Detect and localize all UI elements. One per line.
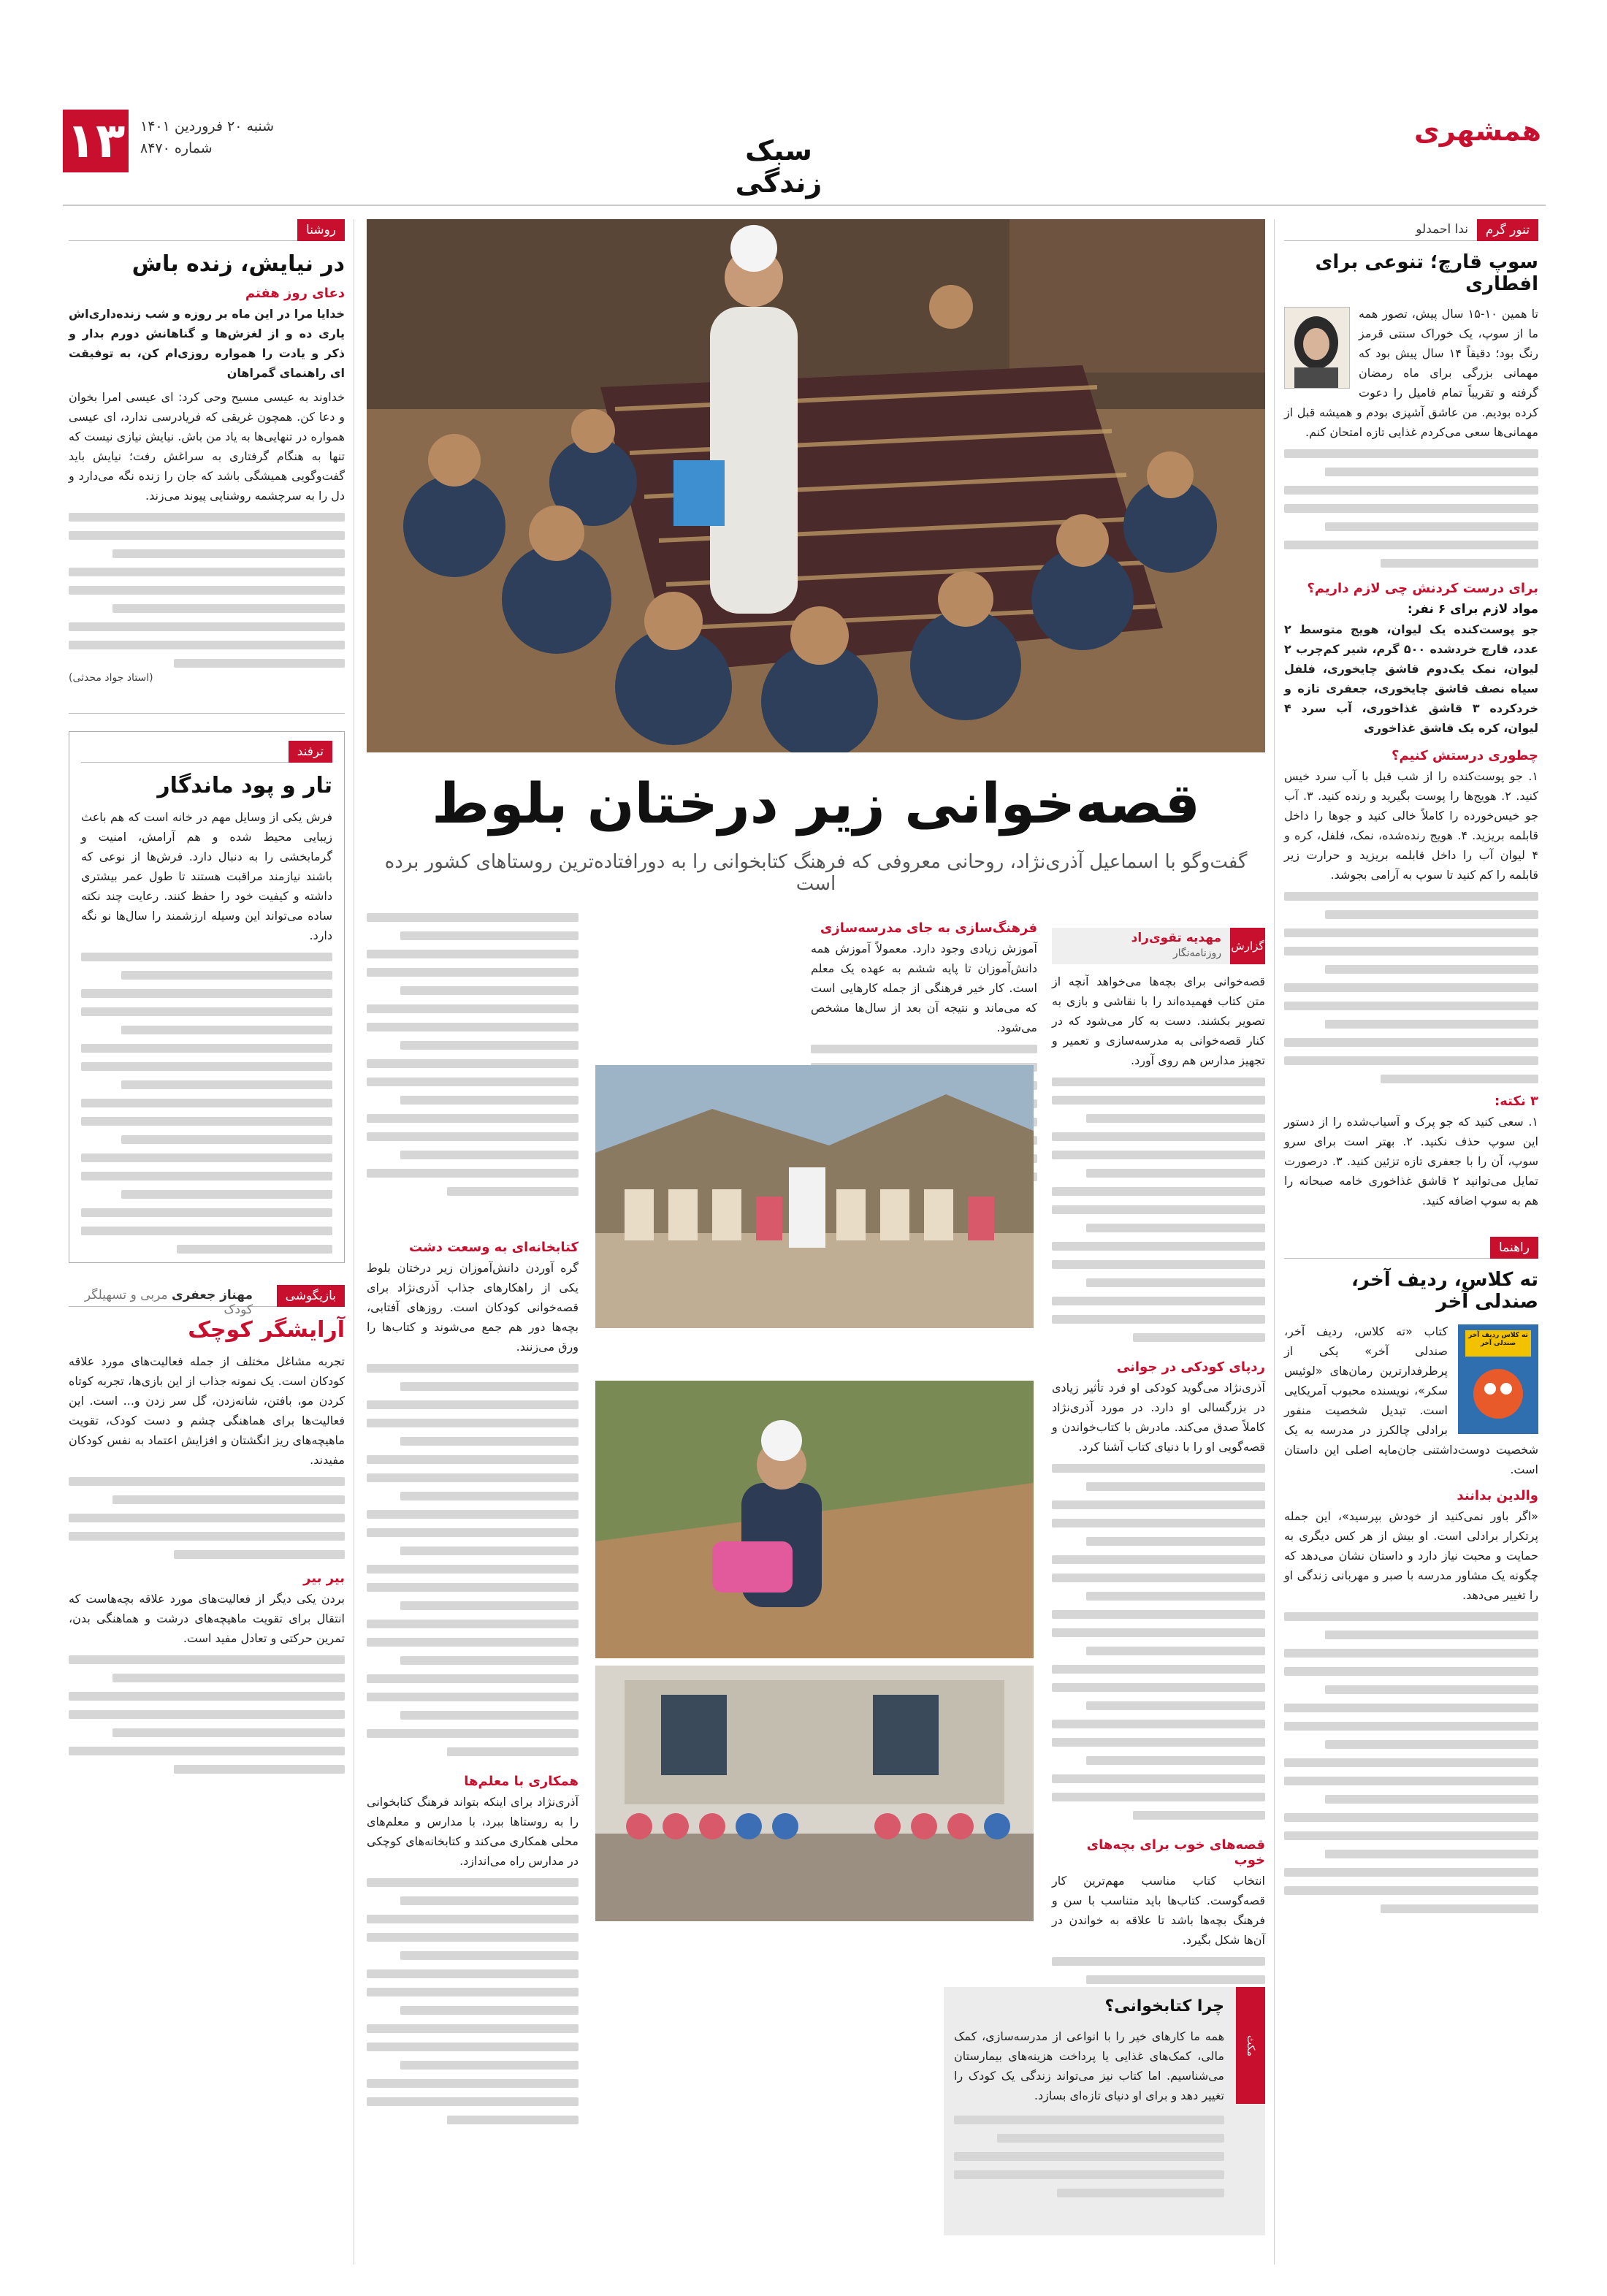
text-lines: [1052, 1078, 1265, 1342]
rowshana-section: [69, 219, 345, 684]
column-subtitle: بیر بیر: [303, 1571, 345, 1586]
text-lines: [367, 1878, 579, 2124]
report-author: مهدیه تقوی‌راد: [1131, 931, 1221, 945]
main-subheadline: گفت‌وگو با اسماعیل آذری‌نژاد، روحانی معروفی که فرهنگ کتابخوانی را به دورافتاده‌ترین روستاهای کشور برده است: [384, 851, 1248, 895]
issue-date: شنبه ۲۰ فروردین ۱۴۰۱: [140, 118, 275, 134]
ingredients-list: جو پوست‌کنده یک لیوان، هویج متوسط ۲ عدد، قارچ خردشده ۵۰۰ گرم، شیر کم‌چرب ۲ لیوان، نمک یک‌دوم قاشق چایخوری، فلفل سیاه نصف قاشق چایخوری، جعفری تازه و خردکرده ۳ قاشق غذاخوری، آب سرد ۴ لیوان، کره یک قاشق غذاخوری: [1284, 622, 1539, 735]
article-section-heading: فرهنگ‌سازی به جای مدرسه‌سازی: [820, 920, 1037, 936]
masthead: [63, 102, 1546, 199]
section-header: [69, 1285, 345, 1317]
article-section-heading: کتابخانه‌ای به وسعت دشت: [409, 1240, 579, 1255]
masthead-rule: [63, 205, 1546, 206]
text-lines: [1284, 1612, 1538, 1913]
text-lines: [69, 513, 345, 668]
text-lines: [1284, 892, 1538, 1083]
report-label: [1052, 928, 1265, 964]
classroom-outdoor-photo: [595, 1666, 1034, 1921]
text-lines: [69, 1655, 345, 1774]
section-tag: بازیگوشی: [277, 1285, 345, 1307]
author-role: مربی و تسهیلگر کودک: [84, 1288, 253, 1317]
page-number: ۱۳: [63, 110, 129, 172]
section-header: [1284, 1237, 1538, 1259]
rahnama-section: [1284, 1237, 1538, 1913]
article-section-heading: همکاری با معلم‌ها: [464, 1774, 579, 1789]
column-title: سوپ قارچ؛ تنوعی برای افطاری: [1315, 251, 1538, 295]
column-body: خداوند به عیسی مسیح وحی کرد: ای عیسی امرا بخوان و دعا کن. همچون غریقی که فریادرسی ندارد، ای عیسی همواره در تنهایی‌ها به یاد من باش. نیایش نیازی نیست که تنها به هنگام گرفتاری به سراغش رفت؛ نیایش باید گفت‌وگویی همیشگی باشد که جان را زنده نگه می‌دارد و دل را به سرچشمه روشنایی پیوند می‌زند.: [69, 390, 345, 503]
article-section-text: آموزش زیادی وجود دارد. معمولاً آموزش همه دانش‌آموزان تا پایه ششم به عهده یک معلم است. کار خیر فرهنگی از جمله کارهایی است که می‌ماند و نتیجه آن بعد از سال‌ها مشخص می‌شود.: [811, 942, 1037, 1034]
article-column-1: [1052, 972, 1265, 2075]
text-lines: [367, 1364, 579, 1756]
recipe-steps: ۱. جو پوست‌کنده را از شب قبل با آب سرد خیس کنید. ۲. هویج‌ها را پوست بگیرید و رنده کنید. ۳. آب جو خیس‌خورده را کاملاً خالی کنید و جوها را داخل قابلمه بریزید. ۴. هویج رنده‌شده، نمک، فلفل، کره و ۴ لیوان آب را داخل قابلمه بریزید و حرارت زیر قابلمه را کم کنید تا سوپ به آرامی بجوشد.: [1284, 769, 1539, 882]
book-cover: [1458, 1324, 1538, 1434]
column-body: فرش یکی از وسایل مهم در خانه است که هم باعث زیبایی محیط شده و هم آرامش، امنیت و گرمابخشی را به دنبال دارد. فرش‌ها از نوعی که باشند نیازمند مراقبت هستند تا طول عمر بیشتری داشته و کیفیت خود را حفظ کنند. رعایت چند نکته ساده می‌تواند این وسیله ارزشمند را سال‌ها نو نگه دارد.: [81, 810, 332, 942]
section-tag: روشنا: [297, 219, 345, 241]
tarfand-section: [69, 731, 345, 1263]
article-section-text: آذری‌نژاد برای اینکه بتواند فرهنگ کتابخوانی را به روستاها ببرد، با مدارس و معلم‌های محلی همکاری می‌کند و کتابخانه‌های کوچکی در مدارس راه می‌اندازد.: [367, 1795, 579, 1868]
section-name: سبک زندگی: [735, 134, 822, 199]
section-header: [81, 741, 332, 763]
divider: [69, 713, 345, 714]
section-header: [69, 219, 345, 241]
bazigooshi-section: [69, 1285, 345, 1774]
ingredients-title: مواد لازم برای ۶ نفر:: [1407, 602, 1538, 617]
students-on-wall-photo: [595, 1065, 1034, 1328]
article-section-heading: قصه‌های خوب برای بچه‌های خوب: [1086, 1837, 1265, 1868]
author-name: ندا احمدلو: [1416, 222, 1468, 237]
column-subtitle: والدین بدانند: [1457, 1488, 1538, 1503]
box-tag: مکث: [1236, 1987, 1265, 2104]
section-header: [1284, 219, 1538, 241]
text-lines: [1052, 1464, 1265, 1820]
logo-text: همشهری: [1413, 115, 1541, 147]
left-column: [69, 219, 345, 1774]
author-name: مهناز جعفری: [171, 1288, 253, 1303]
article-section-text: گره آوردن دانش‌آموزان زیر درختان بلوط یکی از راهکارهای جذاب آذری‌نژاد برای قصه‌خوانی کودکان است. روزهای آفتابی، بچه‌ها دور هم جمع می‌شوند و کتاب‌ها را ورق می‌زنند.: [367, 1261, 579, 1354]
column-lead: خدایا مرا در این ماه بر روزه و شب زنده‌داری‌اش یاری ده و از لغزش‌ها و گناهانش دورم بدار و ذکر و یادت را همواره روزی‌ام کن، به توفیقت ای راهنمای گمراهان: [69, 307, 345, 380]
recipe-subheading: ۳ نکته:: [1495, 1094, 1538, 1109]
hero-illustration: [367, 219, 1265, 752]
column-body-2: «اگر باور نمی‌کنید از خودش بپرسید»، این جمله پرتکرار برادلی است. او بیش از هر کس دیگری به حمایت و محبت نیاز دارد و داستان نشان می‌دهد که چگونه یک مشاور مدرسه با صبر و مهربانی زندگی او را تغییر می‌دهد.: [1284, 1509, 1538, 1602]
column-body: تا همین ۱۰-۱۵ سال پیش، تصور همه ما از سوپ، یک خوراک سنتی قرمز رنگ بود؛ دقیقاً ۱۴ سال پیش بود که مهمانی بزرگی برای ماه رمضان گرفته و تقریباً تمام فامیل را دعوت کرده بودیم. من عاشق آشپزی بودم و همیشه قبل از مهمانی‌ها سعی می‌کردم غذایی تازه امتحان کنم.: [1284, 307, 1538, 439]
recipe-tips: ۱. سعی کنید که جو پرک و آسیاب‌شده را از دستور این سوپ حذف نکنید. ۲. بهتر است برای سرو سوپ، آن را با جعفری تازه تزئین کنید. ۳. درصورت تمایل می‌توانید ۲ قاشق غذاخوری خامه صبحانه را هم به سوپ اضافه کنید.: [1284, 1115, 1538, 1208]
article-column-3: [367, 913, 579, 2124]
issue-number: شماره ۸۴۷۰: [140, 140, 213, 156]
text-lines: [367, 913, 579, 1196]
author-portrait: [1284, 307, 1350, 389]
section-tag: ترفند: [289, 741, 332, 763]
column-rule: [1274, 219, 1275, 2265]
column-subtitle: دعای روز هفتم: [245, 286, 345, 301]
section-tag: تنور گرم: [1477, 219, 1538, 241]
article-intro: قصه‌خوانی برای بچه‌ها می‌خواهد آنچه از متن کتاب فهمیده‌اند را با نقاشی و بازی به تصویر بکشند. دست به کار می‌شود که در کنار قصه‌خوانی به مدرسه‌سازی و تعمیر و تجهیز مدارس هم روی آورد.: [1052, 975, 1265, 1067]
tanoor-section: [1284, 219, 1538, 1210]
text-lines: [69, 1477, 345, 1559]
text-lines: [1284, 449, 1538, 568]
right-column: [1284, 219, 1538, 1913]
column-title: آرایشگر کوچک: [188, 1317, 345, 1343]
article-section-text: آذری‌نژاد می‌گوید کودکی او فرد تأثیر زیادی در بزرگسالی او دارد. در مورد آذری‌نژاد کاملاً صدق می‌کند. مادرش با کتاب‌خواندن و قصه‌گویی او را با دنیای کتاب آشنا کرد.: [1052, 1381, 1265, 1454]
signature: (استاد جواد محدثی): [69, 672, 153, 684]
book-title: ته کلاس ردیف آخر صندلی آخر: [1468, 1332, 1528, 1347]
column-body: کتاب «ته کلاس، ردیف آخر، صندلی آخر» یکی از پرطرفدارترین رمان‌های «لوئیس سکر»، نویسنده محبوب آمریکایی است. تبدیل شخصیت منفور برادلی چالکرز در مدرسه به یک شخصیت دوست‌داشتنی جان‌مایه اصلی این داستان است.: [1284, 1324, 1538, 1476]
recipe-subheading: چطوری درستش کنیم؟: [1392, 748, 1538, 763]
text-lines: [81, 953, 332, 1254]
hamshahri-logo: [1363, 108, 1546, 153]
hero-photo: [367, 219, 1265, 752]
box-title: چرا کتابخوانی؟: [1104, 1997, 1224, 2015]
article-section-heading: ردپای کودکی در جوانی: [1116, 1359, 1265, 1375]
column-body-2: بردن یکی دیگر از فعالیت‌های مورد علاقه بچه‌هاست که انتقال برای تقویت ماهیچه‌های درشت و هماهنگی بدن، تمرین حرکتی و تعادل مفید است.: [69, 1592, 345, 1645]
report-author-role: روزنامه‌نگار: [1172, 947, 1221, 959]
text-lines: [954, 2116, 1224, 2197]
column-title: تار و پود ماندگار: [157, 773, 332, 798]
report-tag: گزارش: [1230, 928, 1265, 964]
sidebar-box: [944, 1987, 1265, 2235]
recipe-subheading: برای درست کردنش چی لازم داریم؟: [1307, 581, 1538, 596]
column-body: تجربه مشاغل مختلف از جمله فعالیت‌های مورد علاقه کودکان است. یک نمونه جذاب از این بازی‌ها، تجربه کوتاه کردن مو، بافتن، شانه‌زدن، گل سر زدن و... است. این فعالیت‌ها برای هماهنگی چشم و دست کودک، تقویت ماهیچه‌های ریز انگشتان و افزایش اعتماد به نفس کودکان مفیدند.: [69, 1354, 345, 1467]
cleric-with-basket-photo: [595, 1381, 1034, 1658]
main-headline: قصه‌خوانی زیر درختان بلوط: [432, 771, 1200, 836]
section-logo: [698, 134, 859, 199]
article-section-text: انتخاب کتاب مناسب مهم‌ترین کار قصه‌گوست. کتاب‌ها باید متناسب با سن و فرهنگ بچه‌ها باشد تا علاقه به خواندن در آن‌ها شکل بگیرد.: [1052, 1874, 1265, 1947]
column-title: ته کلاس، ردیف آخر، صندلی آخر: [1351, 1269, 1538, 1313]
box-text: همه ما کارهای خیر را با انواعی از مدرسه‌سازی، کمک مالی، کمک‌های غذایی یا پرداخت هزینه‌های بیمارستان می‌شناسیم. اما کتاب نیز می‌تواند زندگی یک کودک را تغییر دهد و برای او دنیای تازه‌ای بسازد.: [954, 2029, 1224, 2102]
section-tag: راهنما: [1490, 1237, 1538, 1259]
column-title: در نیایش، زنده باش: [131, 251, 345, 277]
